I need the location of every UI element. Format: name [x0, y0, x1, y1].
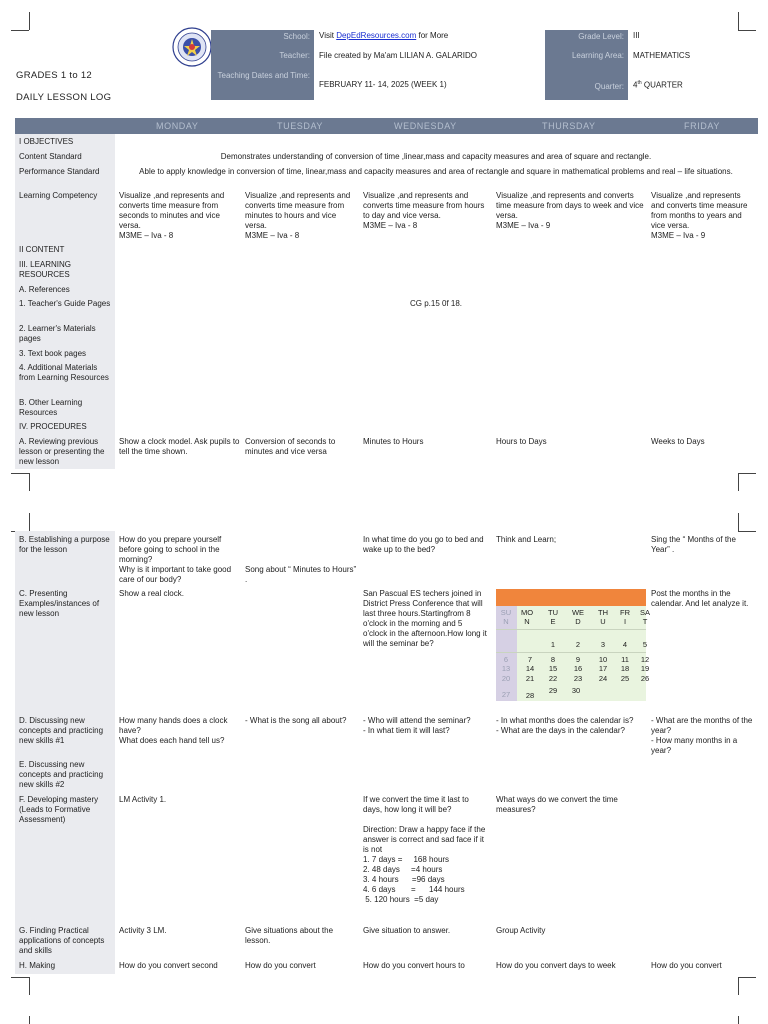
label-objectives: I OBJECTIVES [19, 137, 74, 146]
calendar-date: 2 [575, 640, 581, 649]
mastery-thursday: What ways do we convert the time measures? [496, 795, 618, 814]
label-textbook: 3. Text book pages [19, 349, 87, 358]
calendar-header [496, 589, 646, 606]
discussing-thursday: - In what months does the calendar is? - What are the days in the calendar? [496, 716, 634, 735]
day-header-bar [15, 118, 758, 134]
label-learners-materials: 2. Learner's Materials pages [19, 324, 96, 343]
grades-title: GRADES 1 to 12 [16, 70, 93, 81]
calendar-date: 20 [501, 674, 511, 683]
competency-wednesday: Visualize ,and represents and converts time measure from hours to day and vice versa. M3ME – Iva - 8 [363, 191, 485, 230]
crop-mark [29, 12, 30, 30]
label-references: A. References [19, 285, 70, 294]
finding-wednesday: Give situation to answer. [363, 926, 451, 935]
calendar-date: 16 [573, 664, 583, 673]
review-wednesday: Minutes to Hours [363, 437, 424, 446]
label-content-standard: Content Standard [19, 152, 82, 161]
calendar-date: 11 [621, 655, 629, 664]
day-tuesday: TUESDAY [277, 121, 324, 131]
depedresources-link[interactable]: DepEdResources.com [336, 31, 417, 40]
discussing-friday: - What are the months of the year? - How many months in a year? [651, 716, 753, 755]
calendar-date: 19 [640, 664, 650, 673]
learning-area-label: Learning Area: [545, 50, 628, 74]
label-learning-competency: Learning Competency [19, 191, 98, 200]
calendar-date: 3 [600, 640, 606, 649]
label-h-making: H. Making [19, 961, 56, 970]
purpose-thursday: Think and Learn; [496, 535, 557, 544]
mastery-wednesday: If we convert the time it last to days, how long it will be? Direction: Draw a happy face if the answer is correct and sad face if it is not 1. 7 days = 168 hours 2. 48 days =4 hours 3. 4 hours =96 days 4. 6 days = 144 hours 5. 120 hours =5 day [363, 795, 486, 904]
label-f-mastery: F. Developing mastery (Leads to Formative Assessment) [19, 795, 99, 824]
label-g-finding: G. Finding Practical applications of concepts and skills [19, 926, 105, 955]
crop-mark [29, 513, 30, 531]
calendar-date: 27 [501, 690, 511, 699]
crop-mark [29, 977, 30, 995]
discussing-tuesday: - What is the song all about? [245, 716, 347, 725]
deped-seal-icon [172, 27, 212, 67]
quarter-value: 4th QUARTER [633, 80, 683, 90]
calendar-day-tue: TU E [548, 608, 558, 627]
purpose-wednesday: In what time do you go to bed and wake up to the bed? [363, 535, 484, 554]
grade-level-label: Grade Level: [545, 30, 628, 50]
making-thursday: How do you convert days to week [496, 961, 616, 970]
purpose-monday: How do you prepare yourself before going to school in the morning? Why is it important to take good care of our body? [119, 535, 232, 584]
finding-monday: Activity 3 LM. [119, 926, 167, 935]
mastery-monday: LM Activity 1. [119, 795, 167, 804]
competency-thursday: Visualize ,and represents and converts time measure from days to week and vice versa. M3ME – Iva - 9 [496, 191, 644, 230]
calendar-date: 5 [642, 640, 648, 649]
finding-tuesday: Give situations about the lesson. [245, 926, 334, 945]
calendar-date: 26 [640, 674, 650, 683]
crop-mark [11, 30, 29, 31]
crop-mark [738, 12, 739, 30]
calendar-date: 17 [598, 664, 608, 673]
calendar-day-fri: FR I [620, 608, 630, 627]
calendar-date: 30 [571, 686, 581, 695]
day-wednesday: WEDNESDAY [394, 121, 457, 131]
calendar-day-wed: WE D [571, 608, 585, 627]
label-d-discussing: D. Discussing new concepts and practicing new skills #1 [19, 716, 104, 745]
presenting-wednesday: San Pascual ES techers joined in District Press Conference that will last three hours.Startingfrom 8 o'clock in the morning and 5 o'clock in the afternoon.How long it will the seminar be? [363, 589, 487, 648]
calendar-date: 12 [640, 655, 650, 664]
discussing-wednesday: - Who will attend the seminar? - In what tiem it will last? [363, 716, 471, 735]
discussing-monday: How many hands does a clock have? What does each hand tell us? [119, 716, 228, 745]
crop-mark [29, 1016, 30, 1024]
calendar-date: 1 [550, 640, 556, 649]
calendar-date: 21 [525, 674, 535, 683]
review-friday: Weeks to Days [651, 437, 705, 446]
content-standard-text: Demonstrates understanding of conversion of time ,linear,mass and capacity measures and area of square and rectangle. [220, 152, 652, 161]
crop-mark [738, 30, 756, 31]
calendar-date: 6 [503, 655, 509, 664]
calendar-date: 13 [501, 664, 511, 673]
calendar-date: 24 [598, 674, 608, 683]
label-a-review: A. Reviewing previous lesson or presenting the new lesson [19, 437, 105, 466]
competency-tuesday: Visualize ,and represents and converts time measure from minutes to hours and vice versa. M3ME – Iva - 8 [245, 191, 351, 240]
making-friday: How do you convert [651, 961, 722, 970]
daily-lesson-log-title: DAILY LESSON LOG [16, 92, 112, 103]
crop-mark [738, 473, 739, 491]
calendar-date: 4 [622, 640, 628, 649]
dates-label: Teaching Dates and Time: [211, 67, 314, 100]
review-tuesday: Conversion of seconds to minutes and vice versa [245, 437, 336, 456]
crop-mark [29, 473, 30, 491]
label-c-presenting: C. Presenting Examples/instances of new lesson [19, 589, 100, 618]
school-value: Visit DepEdResources.com for More [319, 31, 449, 40]
calendar-day-mon: MO N [520, 608, 534, 627]
crop-mark [738, 531, 756, 532]
calendar-date: 8 [550, 655, 556, 664]
performance-standard-text: Able to apply knowledge in conversion of time, linear,mass and capacity measures and area of rectangle and square in mathematical problems and real – life situations. [139, 167, 733, 176]
label-performance-standard: Performance Standard [19, 167, 100, 176]
calendar-date: 28 [525, 691, 535, 700]
finding-thursday: Group Activity [496, 926, 546, 935]
calendar-day-thu: TH U [598, 608, 608, 627]
teacher-value: File created by Ma'am LILIAN A. GALARIDO [319, 51, 478, 60]
calendar-date: 25 [620, 674, 630, 683]
calendar-day-sat: SA T [639, 608, 650, 627]
day-monday: MONDAY [156, 121, 199, 131]
crop-mark [738, 977, 739, 995]
teacher-label: Teacher: [211, 50, 314, 67]
presenting-friday: Post the months in the calendar. And let analyze it. [651, 589, 749, 608]
school-label: School: [211, 30, 314, 50]
learning-area-value: MATHEMATICS [633, 51, 691, 60]
dates-value: FEBRUARY 11- 14, 2025 (WEEK 1) [319, 80, 447, 89]
purpose-tuesday: Song about “ Minutes to Hours” . [245, 565, 357, 584]
calendar-date: 9 [575, 655, 581, 664]
competency-monday: Visualize ,and represents and converts time measure from seconds to minutes and vice versa. M3ME – Iva - 8 [119, 191, 225, 240]
calendar-date: 22 [548, 674, 558, 683]
crop-mark [11, 977, 29, 978]
calendar-date: 18 [620, 664, 630, 673]
calendar-widget [496, 589, 650, 701]
crop-mark [11, 473, 29, 474]
crop-mark [738, 977, 756, 978]
calendar-day-sun: SU N [500, 608, 512, 627]
calendar-date: 15 [548, 664, 558, 673]
making-monday: How do you convert second [119, 961, 218, 970]
calendar-date: 14 [525, 664, 535, 673]
label-e-discussing: E. Discussing new concepts and practicing new skills #2 [19, 760, 104, 789]
grade-level-value: III [633, 31, 640, 40]
making-wednesday: How do you convert hours to [363, 961, 465, 970]
day-thursday: THURSDAY [542, 121, 596, 131]
making-tuesday: How do you convert [245, 961, 316, 970]
calendar-date: 10 [598, 655, 608, 664]
crop-mark [738, 1016, 739, 1024]
quarter-label: Quarter: [545, 74, 628, 100]
day-friday: FRIDAY [684, 121, 720, 131]
label-other-resources: B. Other Learning Resources [19, 398, 83, 417]
presenting-monday: Show a real clock. [119, 589, 184, 598]
label-teachers-guide: 1. Teacher's Guide Pages [19, 299, 111, 308]
calendar-date: 7 [527, 655, 533, 664]
label-learning-resources: III. LEARNING RESOURCES [19, 260, 72, 279]
review-thursday: Hours to Days [496, 437, 547, 446]
calendar-date: 23 [573, 674, 583, 683]
label-content: II CONTENT [19, 245, 65, 254]
curriculum-guide-reference: CG p.15 0f 18. [409, 299, 463, 308]
purpose-friday: Sing the “ Months of the Year” . [651, 535, 736, 554]
label-additional-materials: 4. Additional Materials from Learning Resources [19, 363, 109, 382]
crop-mark [738, 513, 739, 531]
crop-mark [738, 473, 756, 474]
label-b-purpose: B. Establishing a purpose for the lesson [19, 535, 110, 554]
competency-friday: Visualize ,and represents and converts time measure from months to years and vice versa. M3ME – Iva - 9 [651, 191, 748, 240]
review-monday: Show a clock model. Ask pupils to tell the time shown. [119, 437, 240, 456]
calendar-date: 29 [548, 686, 558, 695]
label-procedures: IV. PROCEDURES [19, 422, 87, 431]
